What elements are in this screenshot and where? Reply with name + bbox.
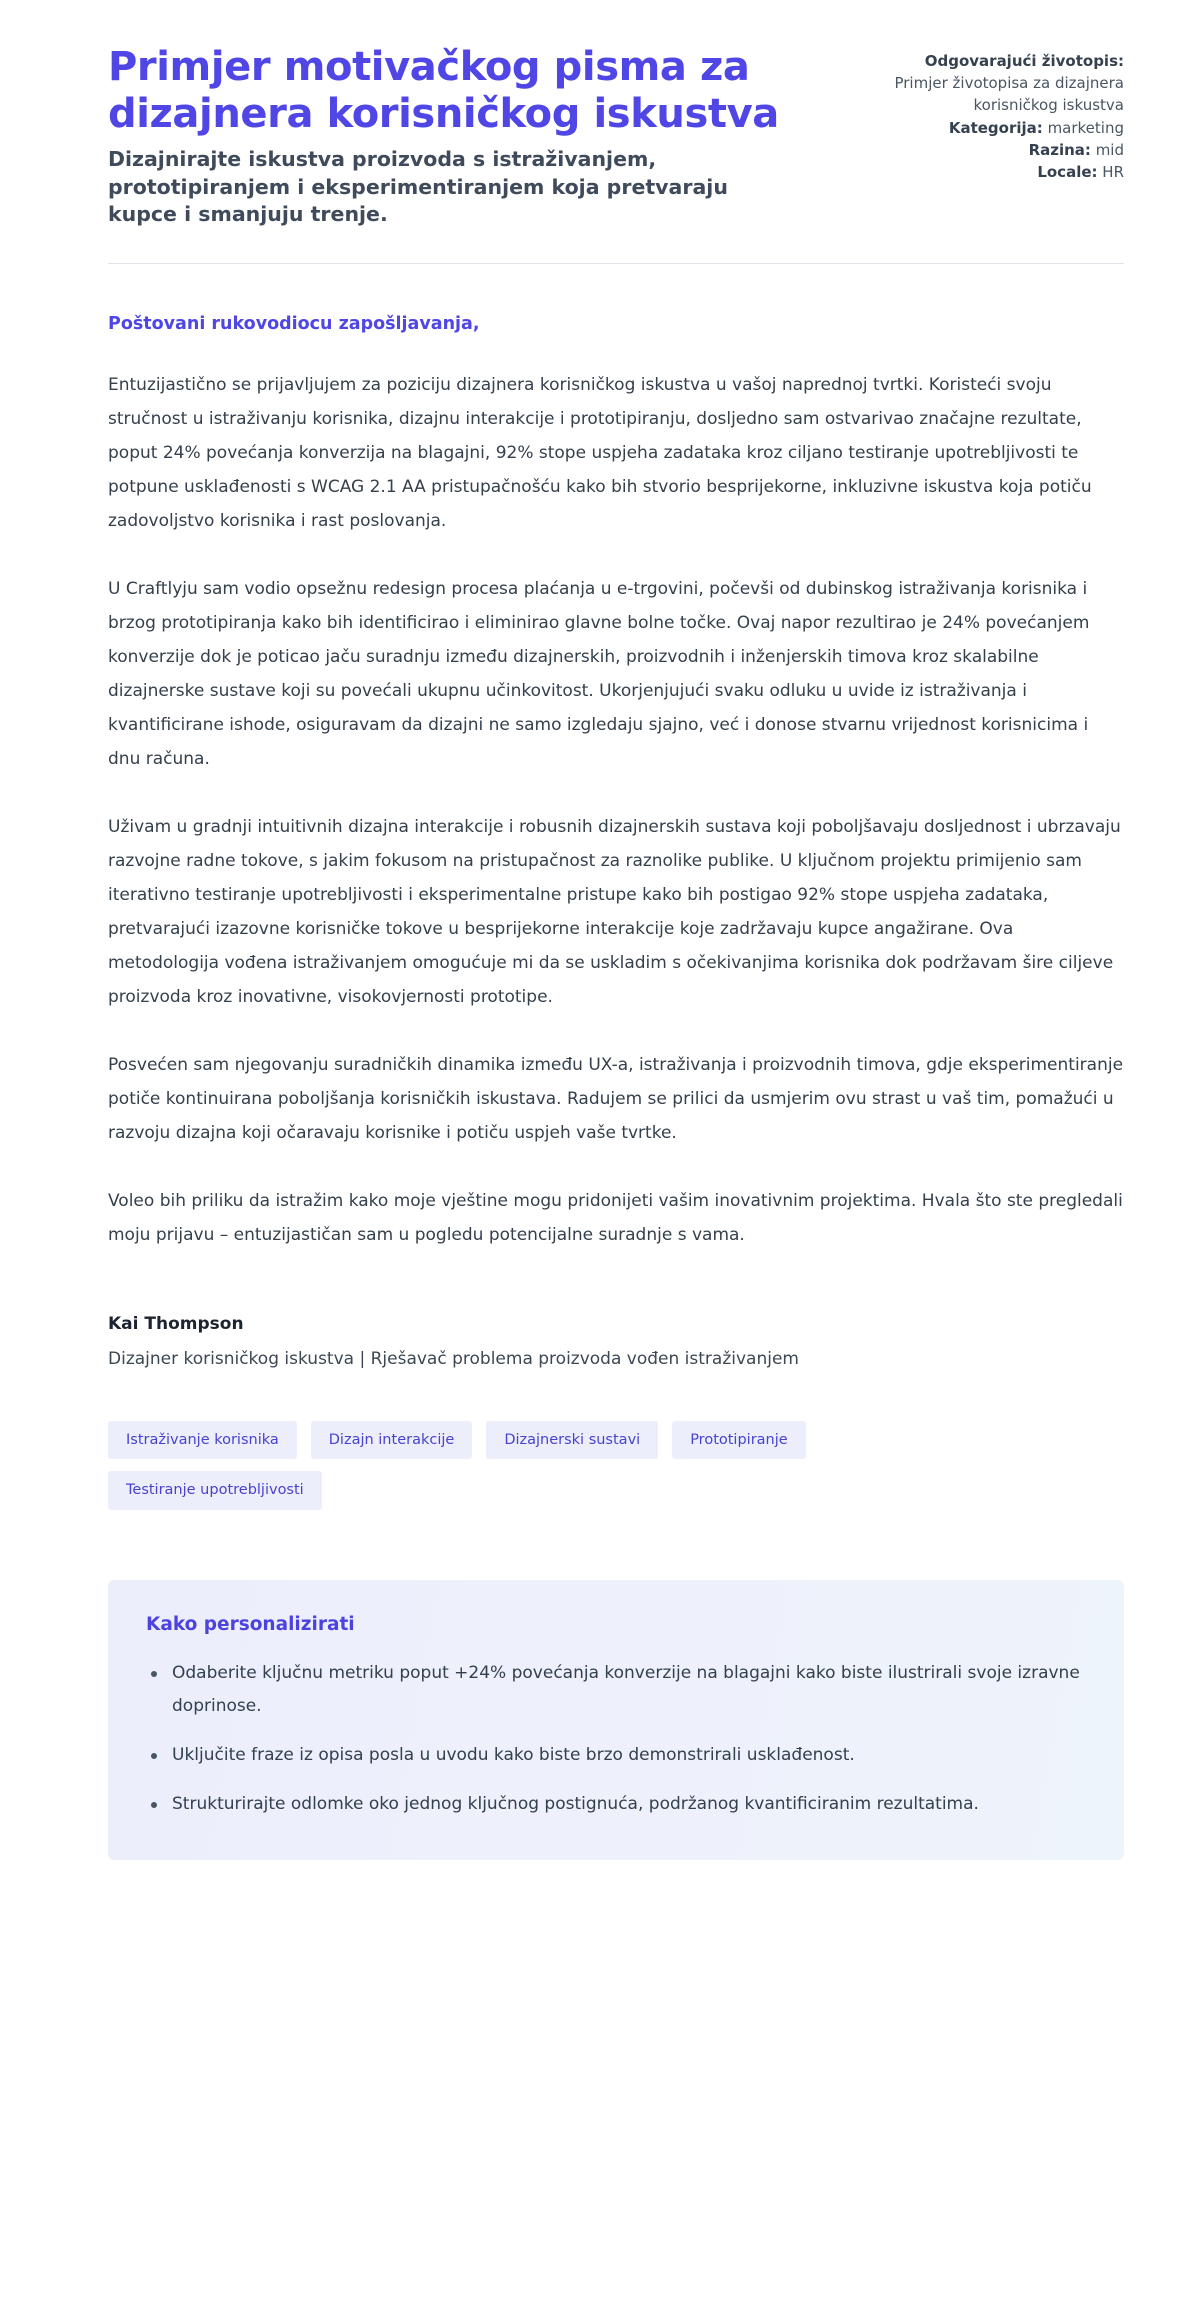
header-title-block bbox=[108, 44, 794, 229]
page-subtitle: Dizajnirajte iskustva proizvoda s istraživanjem, prototipiranjem i eksperimentiranjem koja pretvaraju kupce i smanjuju trenje. bbox=[108, 147, 728, 227]
personalization-callout bbox=[108, 1580, 1124, 1860]
letter-paragraph: U Craftlyju sam vodio opsežnu redesign procesa plaćanja u e-trgovini, počevši od dubinskog istraživanja korisnika i brzog prototipiranja kako bih identificirao i eliminirao glavne bolne točke. Ovaj napor rezultirao je 24% povećanjem konverzije dok je poticao jaču suradnju između dizajnerskih, proizvodnih i inženjerskih timova kroz skalabilne dizajnerske sustave koji su povećali ukupnu učinkovitost. Ukorjenjujući svaku odluku u uvide iz istraživanja i kvantificirane ishode, osiguravam da dizajni ne samo izgledaju sjajno, već i donose stvarnu vrijednost korisnicima i dnu računa. bbox=[108, 578, 1090, 769]
meta-label-resume: Odgovarajući životopis: bbox=[924, 52, 1124, 70]
callout-title: Kako personalizirati bbox=[146, 1613, 355, 1635]
meta-value-level: mid bbox=[1095, 140, 1124, 159]
callout-list-item: Strukturirajte odlomke oko jednog ključnog postignuća, podržanog kvantificiranim rezultatima. bbox=[168, 1788, 1086, 1821]
meta-row-resume bbox=[834, 50, 1124, 117]
meta-row-locale bbox=[834, 161, 1124, 183]
meta-label-locale: Locale: bbox=[1037, 162, 1098, 181]
skill-tag[interactable]: Istraživanje korisnika bbox=[108, 1421, 297, 1460]
signature-role: Dizajner korisničkog iskustva | Rješavač problema proizvoda vođen istraživanjem bbox=[108, 1348, 799, 1369]
letter-paragraph: Voleo bih priliku da istražim kako moje vještine mogu pridonijeti vašim inovativnim projektima. Hvala što ste pregledali moju prijavu – entuzijastičan sam u pogledu potencijalne suradnje s vama. bbox=[108, 1190, 1123, 1245]
meta-value-category: marketing bbox=[1047, 118, 1124, 137]
letter-paragraph: Posvećen sam njegovanju suradničkih dinamika između UX-a, istraživanja i proizvodnih timova, gdje eksperimentiranje potiče kontinuirana poboljšanja korisničkih iskustava. Radujem se prilici da usmjerim ovu strast u vaš tim, pomažući u razvoju dizajna koji očaravaju korisnike i potiču uspjeh vaše tvrtke. bbox=[108, 1054, 1124, 1143]
meta-value-resume: Primjer životopisa za dizajnera korisničkog iskustva bbox=[894, 74, 1124, 115]
letter-salutation: Poštovani rukovodiocu zapošljavanja, bbox=[108, 313, 480, 334]
header-divider bbox=[108, 263, 1124, 264]
signature-name: Kai Thompson bbox=[108, 1313, 244, 1334]
cover-letter-body bbox=[108, 314, 1124, 1860]
letter-paragraph: Uživam u gradnji intuitivnih dizajna interakcije i robusnih dizajnerskih sustava koji poboljšavaju dosljednost i ubrzavaju razvojne radne tokove, s jakim fokusom na pristupačnost za raznolike publike. U ključnom projektu primijenio sam iterativno testiranje upotrebljivosti i eksperimentalne pristupe kako bih postigao 92% stope uspjeha zadataka, pretvarajući izazovne korisničke tokove u besprijekorne interakcije koje zadržavaju kupce angažirane. Ova metodologija vođena istraživanjem omogućuje mi da se uskladim s očekivanjima korisnika dok podržavam šire ciljeve proizvoda kroz inovativne, visokovjernosti prototipe. bbox=[108, 816, 1121, 1007]
callout-list-item: Uključite fraze iz opisa posla u uvodu kako biste brzo demonstrirali usklađenost. bbox=[168, 1739, 1086, 1772]
meta-label-level: Razina: bbox=[1028, 140, 1091, 159]
skill-tag[interactable]: Testiranje upotrebljivosti bbox=[108, 1471, 322, 1510]
callout-list-item: Odaberite ključnu metriku poput +24% povećanja konverzije na blagajni kako biste ilustrirali svoje izravne doprinose. bbox=[168, 1657, 1086, 1723]
meta-value-locale: HR bbox=[1102, 162, 1124, 181]
document-metadata bbox=[834, 44, 1124, 183]
letter-paragraph: Entuzijastično se prijavljujem za poziciju dizajnera korisničkog iskustva u vašoj naprednoj tvrtki. Koristeći svoju stručnost u istraživanju korisnika, dizajnu interakcije i prototipiranju, dosljedno sam ostvarivao značajne rezultate, poput 24% povećanja konverzija na blagajni, 92% stope uspjeha zadataka kroz ciljano testiranje upotrebljivosti te potpune usklađenosti s WCAG 2.1 AA pristupačnošću kako bih stvorio besprijekorne, inkluzivne iskustva koja potiču zadovoljstvo korisnika i rast poslovanja. bbox=[108, 374, 1092, 531]
signature-block bbox=[108, 1314, 1124, 1373]
skill-tag[interactable]: Prototipiranje bbox=[672, 1421, 806, 1460]
meta-label-category: Kategorija: bbox=[948, 118, 1043, 137]
meta-row-category bbox=[834, 117, 1124, 139]
skill-tag-list bbox=[108, 1421, 908, 1510]
document-header bbox=[108, 44, 1124, 263]
skill-tag[interactable]: Dizajnerski sustavi bbox=[486, 1421, 658, 1460]
callout-list bbox=[146, 1657, 1086, 1822]
meta-row-level bbox=[834, 139, 1124, 161]
page-title: Primjer motivačkog pisma za dizajnera korisničkog iskustva bbox=[108, 44, 779, 138]
skill-tag[interactable]: Dizajn interakcije bbox=[311, 1421, 473, 1460]
